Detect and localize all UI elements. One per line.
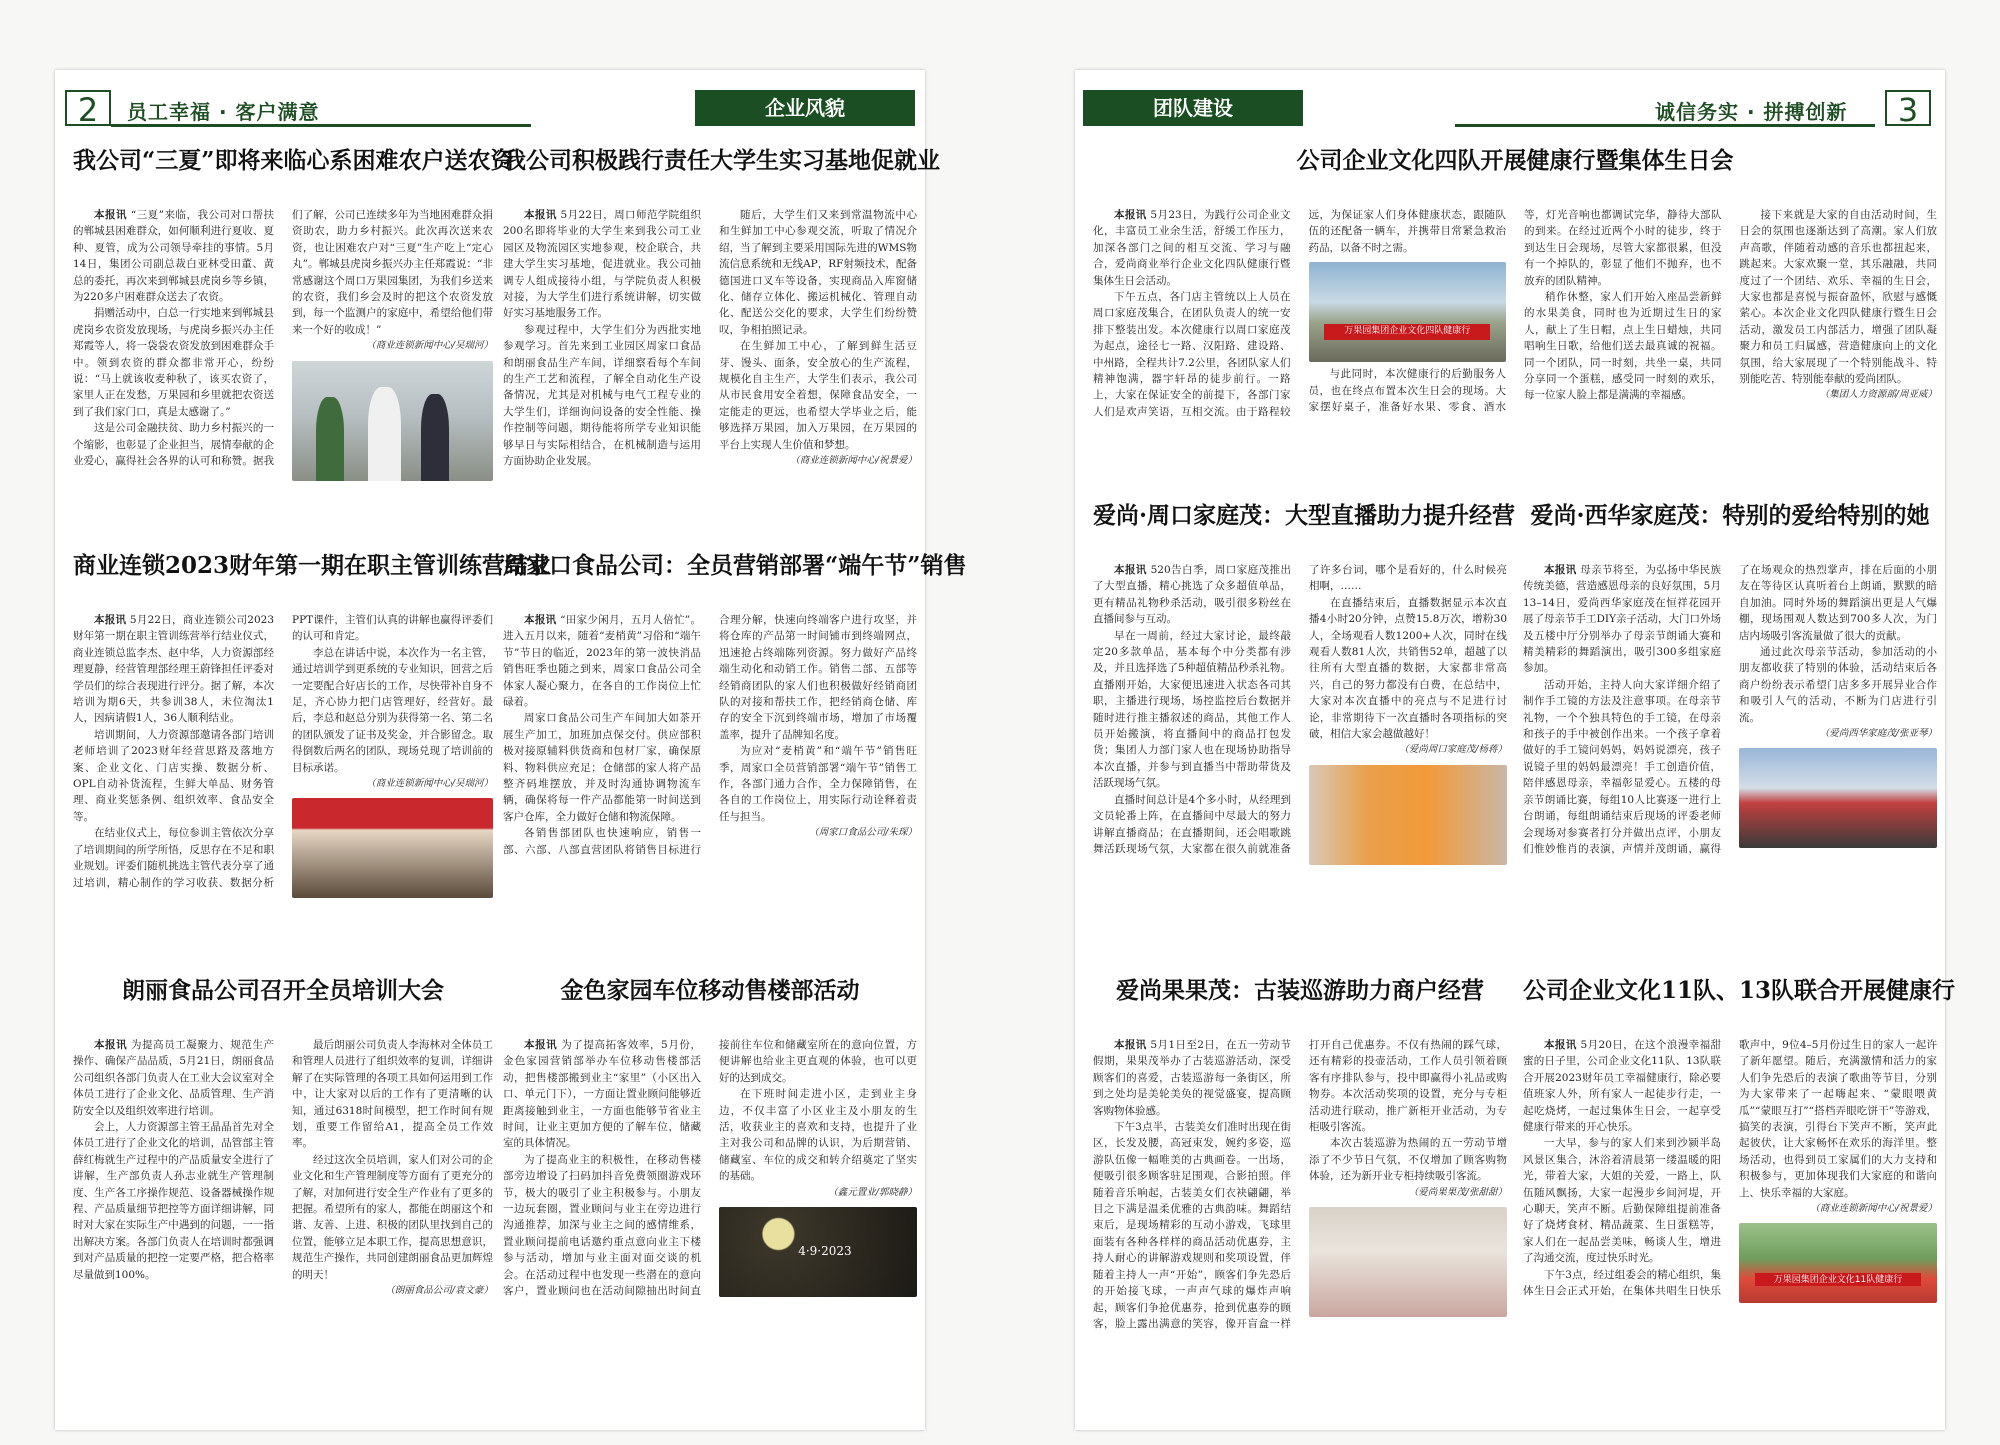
- article: [503, 550, 967, 990]
- section-title: 团队建设: [1083, 90, 1303, 126]
- article-lead: 本报讯: [524, 209, 557, 221]
- article: [1093, 500, 1516, 940]
- article-photo: [1309, 1207, 1507, 1317]
- article-lead: 本报讯: [1114, 209, 1147, 221]
- article-paragraph: 接下来就是大家的自由活动时间，生日会的氛围也逐渐达到了高潮。家人们放声高歌，伴随着动感的音乐也都扭起来，跳起来。大家欢聚一堂，其乐融融，共同度过了一个团结、欢乐、幸福的生日会，大家也都是喜悦与振奋盈怀，欣慰与感慨萦心。本次企业文化四队健康行暨生日会活动，激发员工内部活力，增强了团队凝聚力和员工归属感，营造健康向上的文化氛围，给大家展现了一个特别能战斗、特别能吃苦、特别能奉献的爱尚团队。: [1739, 209, 1937, 386]
- article-lead: 本报讯: [94, 1039, 128, 1051]
- section-title: 企业风貌: [695, 90, 915, 126]
- article-title: 我公司“三夏”即将来临心系困难农户送农资: [73, 147, 514, 174]
- article-source: （商业连锁新闻中心/吴瑞河）: [366, 340, 493, 352]
- article-paragraph: 直播时间总计是4个多小时，从经理到文员轮番上阵，在直播间中尽最大的努力讲解直播商品；在直播期间，还会唱歌跳舞活跃现场气氛，大家都在很久前就准备了许多台词，哪个是看好的，什么时候亮相啊，……: [1093, 564, 1507, 855]
- page-number: 3: [1885, 90, 1931, 126]
- article-photo: [719, 1207, 917, 1297]
- article-title: 商业连锁2023财年第一期在职主管训练营结业: [73, 552, 552, 579]
- article: [1523, 500, 1937, 940]
- article-paragraph: 通过此次母亲节活动，参加活动的小朋友都收获了特别的体验，活动结束后各商户纷纷表示希望门店多多开展异业合作和吸引人气的活动，不断为门店进行引流。: [1739, 646, 1937, 724]
- article-photo: [1739, 1223, 1937, 1303]
- article-body: [1093, 562, 1507, 940]
- article-paragraph: 为了提高拓客效率，5月份，金色家园营销部举办车位移动售楼部活动，把售楼部搬到业主“家里”（小区出入口、单元门下），一方面让置业顾问能够近距离接触到业主，一方面也能够节省业主时间，让业主更加方便的了解车位，储藏室的具体情况。: [503, 1039, 702, 1150]
- article-source: （商业连锁新闻中心/祝景爱）: [790, 455, 917, 467]
- article-title: 爱尚·周口家庭茂：大型直播助力提升经营: [1093, 502, 1516, 529]
- article-source: （爱尚西华家庭茂/张亚琴）: [1819, 728, 1937, 740]
- article-source: （周家口食品公司/朱琛）: [809, 827, 917, 839]
- article-photo: [1739, 748, 1937, 848]
- article-source: （爱尚周口家庭茂/杨蒋）: [1399, 744, 1507, 756]
- photo-banner: 万果园集团企业文化11队健康行: [1755, 1273, 1921, 1286]
- article-title: 公司企业文化11队、13队联合开展健康行: [1523, 977, 1956, 1004]
- right-page-header: [1075, 90, 1945, 129]
- article-lead: 本报讯: [1114, 1039, 1147, 1051]
- page-number: 2: [65, 90, 111, 126]
- article-photo: [292, 361, 493, 481]
- article-paragraph: 最后朗丽公司负责人李海林对全体员工和管理人员进行了组织效率的复训，详细讲解了在实际管理的各项工具如何运用到工作中，让大家对以后的工作有了更清晰的认知，通过6318时间模型，把工作时间有规划，重要工作留给A1，提高全员工作效率。: [292, 1039, 493, 1150]
- article-paragraph: 早在一周前，经过大家讨论，最终敲定20多款单品，基本每个中分类都有涉及，并且选择选了5种超值精品秒杀礼物。直播刚开始，大家便迅速进入状态各司其职，主播进行现场，场控监控后台数据并随时进行推主播叙述的商品，其他工作人员开始搬演，将直播间中的商品打包发货；集团人力部门家人也在现场协助指导本次直播，并参与到直播当中帮助带货及活跃现场气氛。: [1093, 629, 1291, 790]
- article: [1093, 145, 1937, 510]
- article-paragraph: 5月23日，为践行公司企业文化，丰富员工业余生活，舒缓工作压力，加深各部门之间的相互交流、学习与融合，爱尚商业举行企业文化四队健康行暨集体生日会活动。: [1093, 209, 1291, 287]
- article: [73, 145, 552, 585]
- article-lead: 本报讯: [1114, 564, 1147, 576]
- article-paragraph: 本次古装巡游为热闹的五一劳动节增添了不少节日气氛，不仅增加了顾客购物体验，还为新开业专柜持续吸引客流。: [1309, 1137, 1507, 1183]
- article-paragraph: 各销售部团队也快速响应，销售一部、六部、八部直营团队将销售目标进行合理分解，快速向终端客户进行攻坚，并将仓库的产品第一时间铺市到终端网点，迅速抢占终端陈列资源。努力做好产品终端生动化和动销工作。销售二部、五部等经销商团队的家人们也积极做好经销商团队的对接和帮扶工作，把经销商仓储、库存的安全下沉到终端市场，增加了市场覆盖率，提升了品牌知名度。: [503, 614, 917, 856]
- left-page-header: [55, 90, 925, 129]
- article-body: [503, 1037, 917, 1420]
- article-photo: [1309, 262, 1507, 362]
- article-body: [1093, 207, 1937, 510]
- article: [503, 145, 967, 585]
- page-motto: 诚信务实 · 拼搏创新: [1655, 100, 1848, 124]
- article-body: [73, 207, 552, 585]
- article-body: [503, 612, 917, 990]
- article-paragraph: 参观过程中，大学生们分为西批实地参观学习。首先来到工业园区周家口食品和朗丽食品生产车间，详细察看每个车间的生产工艺和流程，了解全自动化生产设备情况，尤其是对机械与电气工程专业的大学生们，详细询问设备的安全性能、操作控制等问题，期待能将所学专业知识能够早日与实际相结合，在机械制造与运用方面协助企业发展。: [503, 323, 701, 468]
- article-paragraph: 与此同时，本次健康行的后勤服务人员，也在终点布置本次生日会的现场。大家摆好桌子，准备好水果、零食、酒水等，灯光音响也都调试完华，静待大部队的到来。在经过近两个小时的徒步，终于到达生日会现场，尽管大家都很累，但没有一个掉队的，彰显了他们不抛弃，也不放弃的团队精神。: [1308, 209, 1722, 414]
- article-paragraph: 在生鲜加工中心，了解到鲜生活豆芽、馒头、面条，安全放心的生产流程，规模化自主生产，大学生们表示，我公司从市民食用安全着想，保障食品安全，一定能走的更远，也希望大学毕业之后，能够选择万果园，加入万果园，在万果园的平台上实现人生价值和梦想。: [719, 340, 917, 451]
- article-paragraph: 经过这次全员培训，家人们对公司的企业文化和生产管理制度等方面有了更充分的了解，对加何进行安全生产作业有了更多的把握。希望所有的家人，都能在朗丽这个和谐、友善、上进、积极的团队里找到自己的位置，能够立足本职工作，提高思想意识，规范生产操作，共同创建朗丽食品更加辉煌的明天！: [292, 1153, 493, 1281]
- article: [73, 975, 493, 1420]
- article-paragraph: 捐赠活动中，白总一行实地来到郸城县虎岗乡农资发放现场，与虎岗乡振兴办主任郑霞等人，将一袋袋农资发放到困难群众手中。领到农资的群众都非常开心，纷纷说：“马上就该收麦种秋了，该买农资了，家里人正在发愁，万果园和乡里就把农资送到了我们家门口，真是太感谢了。”: [73, 307, 274, 418]
- article-paragraph: “田家少闲月，五月人倍忙”。进入五月以来，随着“麦梢黄”习俗和“端午节”节日的临近，2023年的第一波快消品销售旺季也随之到来，周家口食品公司全体家人凝心聚力，在各自的工作岗位上忙碌着。: [503, 614, 701, 709]
- article-paragraph: 会上，人力资源部主管王晶晶首先对全体员工进行了企业文化的培训，品管部主管薛红梅就生产过程中的产品质量安全进行了讲解，生产部负责人孙志业就生产管理制度、生产各工序操作规范、设备器械操作规程、产品质量细节把控等方面详细讲解，同时对大家在实际生产中遇到的问题，一一指出解决方案。各部门负责人在培训时都强调到对产品质量的把控一定要严格，把合格率尽量做到100%。: [73, 1121, 274, 1281]
- article-paragraph: 为了提高业主的积极性，在移动售楼部旁边增设了扫码加抖音免费领圈游戏环节，极大的吸引了业主积极参与。小朋友一边玩套圈，置业顾问与业主在旁边进行沟通推荐，加深与业主之间的感情维系，置业顾问提前电话邀约重点意向业主下楼参与活动，增加与业主面对面交谈的机会。在活动过程中也发现一些潜在的意向客户，置业顾问也在活动间隙抽出时间直接前往车位和储藏室所在的意向位置，方便讲解也给业主更直观的体验，也可以更好的达到成交。: [503, 1039, 917, 1298]
- article-lead: 本报讯: [94, 209, 127, 221]
- article-paragraph: 李总在讲话中说，本次作为一名主管，通过培训学到更系统的专业知识，回营之后一定要配合好店长的工作，尽快带补自身不足，齐心协力把门店管理好，经营好。最后，李总和赵总分别为获得第一名、第二名的团队颁发了证书及奖金，并合影留念。取得倒数后两名的团队，现场兑现了培训前的目标承诺。: [292, 646, 493, 774]
- article-title: 爱尚果果茂：古装巡游助力商户经营: [1116, 977, 1484, 1004]
- article-lead: 本报讯: [1544, 1039, 1577, 1051]
- left-page: [55, 70, 967, 1430]
- article-photo: [292, 798, 493, 898]
- article-paragraph: 母亲节将至，为弘扬中华民族传统美德，营造感恩母亲的良好氛围，5月13–14日，爱尚西华家庭茂在恒祥花园开展了母亲节手工DIY亲子活动，大门口外场及五楼中厅分别举办了母亲节朗诵大赛和精美精彩的舞蹈演出，吸引300多组家庭参加。: [1523, 564, 1722, 675]
- article-paragraph: 活动开始，主持人向大家详细介绍了制作手工镜的方法及注意事项。在母亲节礼物，一个个独具特色的手工镜，在母亲和孩子的手中被创作出来。一个孩子拿着做好的手工镜问妈妈，妈妈说漂亮，孩子说镜子里的妈妈最漂亮！手工创造价值，陪伴感恩母亲，幸福彰显爱心。五楼的母亲节朗诵比赛，每组10人比赛逐一进行上台朗诵，每组朗诵结束后现场的评委老师会现场对参赛者打分并做出点评，小朋友们惟妙惟肖的表演，声情并茂朗诵，赢得了在场观众的热烈掌声，排在后面的小朋友在等待区认真听着台上朗诵，默默的暗自加油。同时外场的舞蹈演出更是人气爆棚，现场围观人数达到700多人次，为门店内场吸引客流量做了很大的贡献。: [1523, 564, 1937, 855]
- article-paragraph: 下午3点，经过组委会的精心组织，集体生日会正式开始，在集体共唱生日快乐歌声中，9位4–5月份过生日的家人一起许了新年愿望。随后，充满激情和活力的家人们争先恐后的表演了歌曲等节目，分别为大家带来了一起嗨起来、“蒙眼喂黄瓜”“蒙眼互打”“搭档弄眼吃饼干”等游戏，搞笑的表演，引得台下笑声不断，笑声此起彼伏，让大家畅怀在欢乐的海洋里。整场活动，也得到员工家属们的大力支持和积极参与，更加体现我们大家庭的和谐向上、快乐幸福的大家庭。: [1523, 1039, 1937, 1298]
- article: [503, 975, 917, 1420]
- article-body: [73, 612, 493, 990]
- article-body: [1523, 562, 1937, 940]
- article-paragraph: 一大早，参与的家人们来到沙颍半岛风景区集合，沐浴着清晨第一缕温暖的阳光，带着大家，大姐的关爱，一路上，队伍随风飘扬，大家一起漫步乡间河堤，开心聊天，笑声不断。后勤保障组提前准备好了烧烤食材、精品蔬菜、生日蛋糕等，家人们在一起品尝美味，畅谈人生，增进了沟通交流，度过快乐时光。: [1523, 1137, 1721, 1265]
- article-paragraph: 培训期间，人力资源部邀请各部门培训老师培训了2023财年经营思路及落地方案、企业文化、门店实操、数据分析、OPL自动补货流程，生鲜大单品、财务管理、商业奖惩条例、组织效率、食品安全等。: [73, 728, 274, 823]
- photo-banner: 万果园集团企业文化四队健康行: [1324, 324, 1490, 340]
- article: [1523, 975, 1956, 1420]
- article-paragraph: 稍作休整，家人们开始入座品尝新鲜的水果美食，同时也为近期过生日的家人，献上了生日帽，点上生日蜡烛，共同唱响生日歌，给他们送去最真诚的祝福。同一个团队，同一时刻，共坐一桌，共同分享同一个蛋糕，感受同一时刻的欢乐，每一位家人脸上都是满满的幸福感。: [1524, 291, 1722, 402]
- article-paragraph: 5月20日，在这个浪漫幸福甜蜜的日子里，公司企业文化11队、13队联合开展2023财年员工幸福健康行，除必要值班家人外，所有家人一起徒步行走，一起吃烧烤，一起过集体生日会，一起享受健康行带来的开心快乐。: [1523, 1039, 1722, 1134]
- right-page: [1075, 70, 1956, 1430]
- article-lead: 本报讯: [94, 614, 127, 626]
- header-rule: [111, 124, 531, 127]
- article-body: [1523, 1037, 1937, 1420]
- article-paragraph: 周家口食品公司生产车间加大如茶开展生产加工，加班加点保交付。供应部积极对接原辅料供货商和包材厂家，确保原料、物料供应充足；仓储部的家人将产品整齐码堆摆放，并及时沟通协调物流车辆，确保将每一件产品都能第一时间送到客户仓库，全力做好仓储和物流保障。: [503, 712, 701, 823]
- article-source: （爱尚果果茂/张甜甜）: [1408, 1186, 1507, 1198]
- article-source: （商业连锁新闻中心/吴瑞河）: [366, 778, 493, 790]
- article-lead: 本报讯: [524, 614, 557, 626]
- article-source: （商业连锁新闻中心/祝景爱）: [1810, 1203, 1937, 1215]
- article-title: 爱尚·西华家庭茂：特别的爱给特别的她: [1530, 502, 1930, 529]
- article-title: 我公司积极践行责任大学生实习基地促就业: [503, 147, 940, 174]
- article-paragraph: 在直播结束后，直播数据显示本次直播4小时20分钟，点赞15.8万次，增粉30人，全场观看人数1200+人次，同时在线观看人数81人次，共销售52单，超越了以往所有大型直播的数据，大家都非常高兴，自己的努力都没有白费，在总结中，大家对本次直播中的亮点与不足进行讨论，非常期待下一次直播时各项指标的突破，相信大家会越做越好！: [1309, 596, 1507, 741]
- article-lead: 本报讯: [524, 1039, 558, 1051]
- article-paragraph: 520告白季，周口家庭茂推出了大型直播，精心挑选了众多超值单品，更有精品礼物秒杀活动，吸引很多粉丝在直播间参与互动。: [1093, 564, 1291, 626]
- article-paragraph: 为应对“麦梢黄”和“端午节”销售旺季，周家口全员营销部署“端午节”销售工作，各部门通力合作，全力保障销售，在各自的工作岗位上，用实际行动诠释着责任与担当。: [719, 745, 917, 823]
- article-body: [503, 207, 967, 585]
- photo-timestamp: 4·9·2023: [798, 1244, 852, 1259]
- article-photo: [1309, 765, 1507, 865]
- article-paragraph: 5月22日，周口师范学院组织200名即将毕业的大学生来到我公司工业园区及物流园区实地参观，校企联合，共建大学生实习基地，促进就业。我公司抽调专人组成接待小组，与学院负责人积极对接，为大学生们进行系统讲解，切实做好实习基地服务工作。: [503, 209, 702, 320]
- article-paragraph: 随后，大学生们又来到常温物流中心和生鲜加工中心参观交流，听取了情况介绍，当了解到主要采用国际先进的WMS物流信息系统和无线AP，RF射频技术，配备德国进口叉车等设备，实现商品入库窗储化、储存立体化、搬运机械化、管理自动化、配送公交化的要求，大学生们纷纷赞叹，争相拍照记录。: [719, 209, 917, 336]
- article-title: 朗丽食品公司召开全员培训大会: [122, 977, 444, 1004]
- article-paragraph: 下午3点半，古装美女们准时出现在街区，长发及腰，高冠束发，婉约多姿，巡游队伍像一幅唯美的古典画卷。一出场，便吸引很多顾客驻足围观，合影拍照。伴随着音乐响起，古装美女们衣袂翩翩，举目之下满是温柔优雅的古典韵味。舞蹈结束后，是现场精彩的互动小游戏，飞球里面装有各种各样样的商品活动优惠券，主持人耐心的讲解游戏规则和奖项设置，伴随着主持人一声“开始”，顾客们争先恐后的开始接飞球，一声声气球的爆炸声响起，顾客们争抢优惠券，抢到优惠券的顾客，脸上露出满意的笑容，像开盲盒一样打开自己优惠券。不仅有热闹的踩气球，还有精彩的投壶活动，工作人员引领着顾客有序排队参与，投中即赢得小礼品或购物券。本次活动奖项的设置，充分与专柜活动进行联动，推广新柜开业活动，为专柜吸引客流。: [1093, 1039, 1507, 1330]
- article-paragraph: 5月1日至2日，在五一劳动节假期，果果茂举办了古装巡游活动，深受顾客们的喜爱，古装巡游每一条街区，所到之处均是美轮美奂的视觉盛宴，提高顾客购物体验感。: [1093, 1039, 1292, 1117]
- article-source: （集团人力资源部/周亚威）: [1819, 389, 1937, 401]
- article-body: [1093, 1037, 1507, 1420]
- article-body: [73, 1037, 493, 1420]
- article-title: 金色家园车位移动售楼部活动: [560, 977, 860, 1004]
- article-lead: 本报讯: [1544, 564, 1577, 576]
- article-paragraph: 在结业仪式上，每位参训主管依次分享了培训期间的所学所悟，反思存在不足和职业规划。评委们随机挑选主管代表分享了通过培训，精心制作的学习收获、数据分析PPT课件，主管们认真的讲解也赢得评委们的认可和肯定。: [73, 614, 493, 889]
- article-paragraph: 下午五点，各门店主管统以上人员在周口家庭茂集合，在团队负责人的统一安排下整装出发。本次健康行以周口家庭茂为起点，途径七一路、汉阳路、建设路、中州路，全程共计7.2公里，各团队家人们精神饱满，器宇轩昂的徒步前行。一路上，大家在保证安全的前提下，各部门家人们是欢声笑语，互相交流。由于路程较远，为保证家人们身体健康状态，跟随队伍的还配备一辆车，并携带目常紧急救治药品，以备不时之需。: [1093, 209, 1506, 418]
- article-paragraph: 为提高员工凝聚力、规范生产操作、确保产品品质，5月21日，朗丽食品公司组织各部门负责人在工业大会议室对全体员工进行了企业文化、品质管理、生产消防安全以及组织效率进行培训。: [73, 1039, 275, 1117]
- article-paragraph: “三夏”来临，我公司对口帮扶的郸城县困难群众，如何顺利进行夏收、夏种、夏管，成为公司领导牵挂的事情。5月14日，集团公司副总裁白亚林受田董、黄总的委托，再次来到郸城县虎岗乡等乡镇，为220多户困难群众送去了农资。: [73, 209, 274, 304]
- article-title: 公司企业文化四队开展健康行暨集体生日会: [1296, 147, 1734, 174]
- article-source: （朗丽食品公司/袁文豪）: [385, 1285, 493, 1297]
- article: [1093, 975, 1507, 1420]
- article-paragraph: 在下班时间走进小区，走到业主身边，不仅丰富了小区业主及小朋友的生活，收获业主的喜欢和支持，也提升了业主对我公司和品牌的认识，为后期营销、储藏室、车位的成交和转介绍奠定了坚实的基础。: [719, 1088, 917, 1183]
- article: [73, 550, 552, 990]
- article-source: （鑫元置业/郭晓静）: [828, 1186, 917, 1198]
- page-motto: 员工幸福 · 客户满意: [127, 100, 320, 124]
- article-title: 周家口食品公司：全员营销部署“端午节”销售: [503, 552, 967, 579]
- article-paragraph: 这是公司金融扶贫、助力乡村振兴的一个缩影，也彰显了企业担当，展情奉献的企业爱心，赢得社会各界的认可和称赞。据我们了解，公司已连续多年为当地困难群众捐资助农，助力乡村振兴。此次再次送来农资，也让困难农户对“三夏”生产吃上“定心丸”。郸城县虎岗乡振兴办主任郑霞说：“非常感谢这个周口万果园集团，为我们乡送来的农资，我们乡会及时的把这个农资发放到，每一个监测户的家庭中，希望给他们带来一个好的收成！”: [73, 209, 493, 468]
- article-paragraph: 5月22日，商业连锁公司2023财年第一期在职主管训练营举行结业仪式，商业连锁总监李杰、赵中华，人力资源部经理夏静，经营管理部经理王蔚锋担任评委对学员们的综合表现进行评分。据了解，本次培训为期6天，共参训38人，未位淘汰1人，因病请假1人，36人顺利结业。: [73, 614, 275, 725]
